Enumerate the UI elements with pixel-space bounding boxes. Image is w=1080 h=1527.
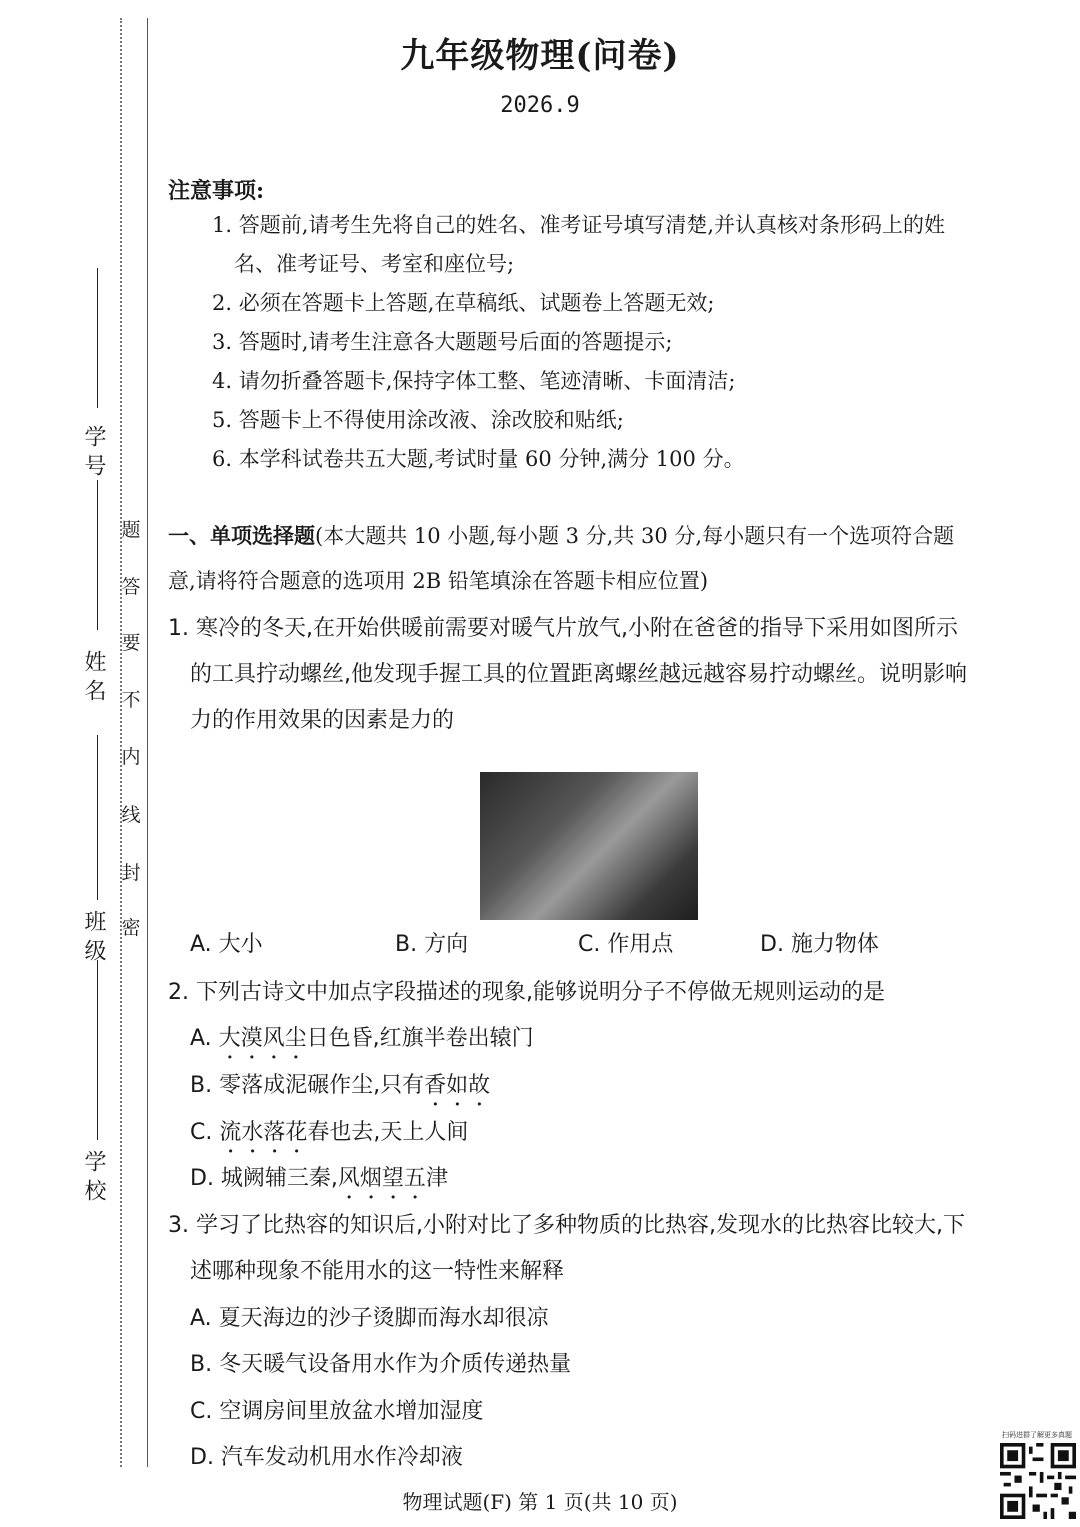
question-1-option-a: A. 大小 (190, 932, 263, 957)
question-1-stem: 1. 寒冷的冬天,在开始供暖前需要对暖气片放气,小附在爸爸的指导下采用如图所示 (168, 616, 958, 641)
note-item: 5. 答题卡上不得使用涂改液、涂改胶和贴纸; (212, 408, 624, 432)
student-id-line (97, 268, 98, 408)
question-1-option-d: D. 施力物体 (760, 932, 879, 957)
question-1-option-c: C. 作用点 (578, 932, 674, 957)
question-2-option-d: D. 城阙辅三秦,风烟望五津 (190, 1166, 448, 1191)
section-desc-cont: 意,请将符合题意的选项用 2B 铅笔填涂在答题卡相应位置) (168, 569, 709, 593)
note-item: 名、准考证号、考室和座位号; (234, 252, 515, 276)
question-1-stem: 的工具拧动螺丝,他发现手握工具的位置距离螺丝越远越容易拧动螺丝。说明影响 (190, 662, 967, 687)
question-2-option-a: A. 大漠风尘日色昏,红旗半卷出辕门 (190, 1026, 534, 1051)
note-item: 2. 必须在答题卡上答题,在草稿纸、试题卷上答题无效; (212, 291, 715, 315)
notes-heading: 注意事项: (168, 178, 265, 204)
exam-date: 2026.9 (500, 93, 580, 118)
name-line (97, 480, 98, 630)
question-3-option-b: B. 冬天暖气设备用水作为介质传递热量 (190, 1352, 572, 1377)
qr-caption: 扫码进群了解更多真题 (1002, 1431, 1072, 1439)
section-desc: (本大题共 10 小题,每小题 3 分,共 30 分,每小题只有一个选项符合题 (315, 524, 955, 548)
seal-char: 内 (121, 746, 141, 768)
wrench-radiator-photo (480, 772, 698, 920)
seal-char: 题 (121, 519, 141, 541)
question-3-stem: 述哪种现象不能用水的这一特性来解释 (190, 1259, 565, 1284)
student-id-label: 学 号 (81, 425, 106, 476)
note-item: 6. 本学科试卷共五大题,考试时量 60 分钟,满分 100 分。 (212, 447, 745, 471)
section-title: 一、单项选择题 (168, 523, 315, 548)
class-label: 班 级 (81, 910, 106, 961)
seal-char: 线 (121, 804, 141, 826)
school-line (97, 960, 98, 1140)
question-2-option-c: C. 流水落花春也去,天上人间 (190, 1120, 469, 1145)
seal-char: 封 (121, 862, 141, 884)
seal-char: 密 (121, 917, 141, 939)
question-3-option-d: D. 汽车发动机用水作冷却液 (190, 1445, 463, 1470)
name-label: 姓 名 (81, 650, 106, 701)
class-line (97, 735, 98, 900)
note-item: 4. 请勿折叠答题卡,保持字体工整、笔迹清晰、卡面清洁; (212, 369, 736, 393)
note-item: 3. 答题时,请考生注意各大题题号后面的答题提示; (212, 330, 673, 354)
page-footer: 物理试题(F) 第 1 页(共 10 页) (402, 1490, 678, 1514)
binding-line (147, 18, 148, 1467)
seal-char: 答 (121, 576, 141, 598)
school-label: 学 校 (81, 1150, 106, 1201)
question-1-option-b: B. 方向 (395, 932, 469, 957)
seal-char: 要 (121, 632, 141, 654)
page-title: 九年级物理(问卷) (400, 36, 680, 76)
question-3-stem: 3. 学习了比热容的知识后,小附对比了多种物质的比热容,发现水的比热容比较大,下 (168, 1213, 965, 1238)
qr-code-icon (1000, 1443, 1076, 1519)
section-heading (168, 521, 954, 551)
question-3-option-a: A. 夏天海边的沙子烫脚而海水却很凉 (190, 1306, 549, 1331)
question-3-option-c: C. 空调房间里放盆水增加湿度 (190, 1399, 484, 1424)
question-1-stem: 力的作用效果的因素是力的 (190, 708, 455, 733)
note-item: 1. 答题前,请考生先将自己的姓名、准考证号填写清楚,并认真核对条形码上的姓 (212, 213, 946, 237)
seal-char: 不 (121, 689, 141, 711)
question-2-option-b: B. 零落成泥碾作尘,只有香如故 (190, 1073, 491, 1098)
question-2-stem: 2. 下列古诗文中加点字段描述的现象,能够说明分子不停做无规则运动的是 (168, 980, 885, 1005)
